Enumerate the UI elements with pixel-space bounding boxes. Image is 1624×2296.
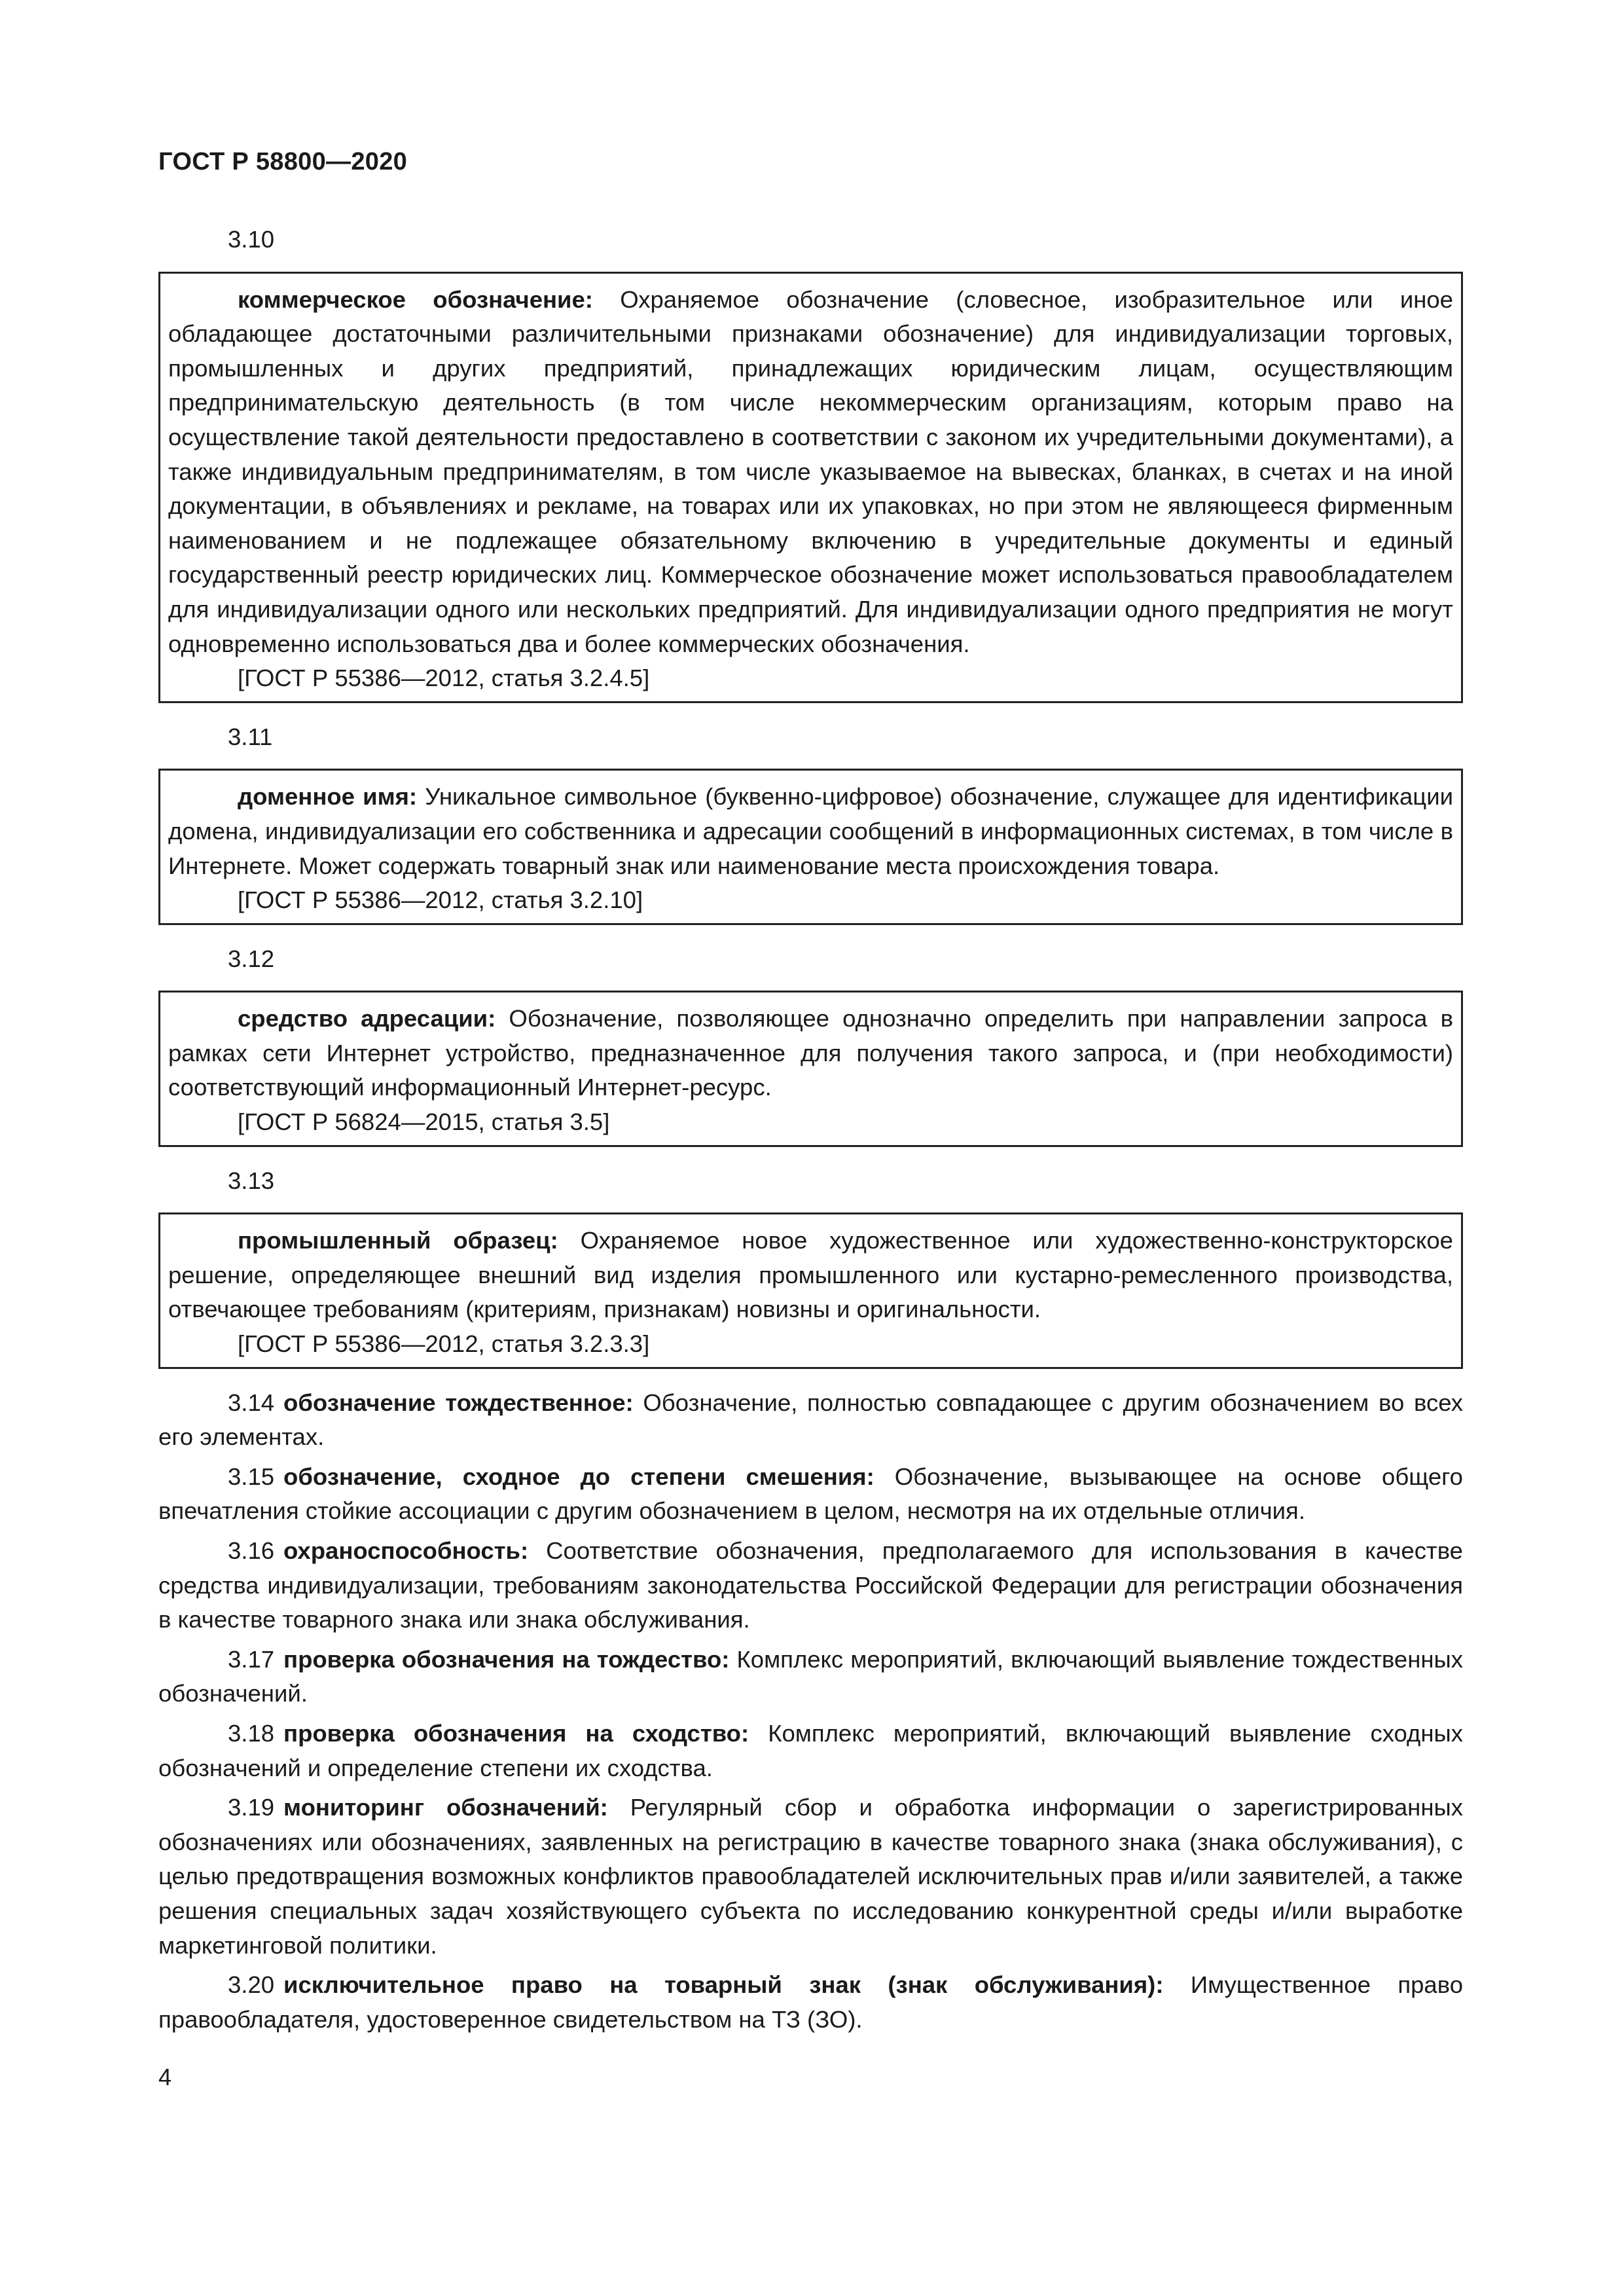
term-entry — [158, 1791, 1463, 1963]
term-definition — [158, 1386, 1463, 1455]
term-number: 3.18 — [228, 1719, 275, 1747]
term-entry — [158, 1968, 1463, 2037]
term-definition — [168, 1224, 1453, 1327]
term-title: проверка обозначения на тождество: — [283, 1645, 730, 1673]
term-title: исключительное право на товарный знак (знак обслуживания): — [283, 1971, 1164, 1999]
term-definition — [158, 1717, 1463, 1785]
definition-text: Уникальное символьное (буквенно-цифровое) обозначение, служащее для идентификации домена, индивидуализации его собственника и адресации сообщений в информационных системах, в том числе в Интернете. Может содержать товарный знак или наименование места происхождения товара. — [168, 783, 1453, 879]
definition-text: Регулярный сбор и обработка информации о зарегистрированных обозначениях или обозначениях, заявленных на регистрацию в качестве товарного знака (знака обслуживания), с целью предотвращения возможных конфликтов правообладателей исключительных прав и/или заявителей, а также решения специальных задач хозяйствующего субъекта по исследованию конкурентной среды и/или выработке маркетинговой политики. — [158, 1794, 1463, 1959]
definition-text: Охраняемое новое художественное или художественно-конструкторское решение, определяющее внешний вид изделия промышленного или кустарно-ремесленного производства, отвечающее требованиям (критериям, признакам) новизны и оригинальности. — [168, 1227, 1453, 1323]
term-entry — [158, 1717, 1463, 1785]
term-title: коммерческое обозначение: — [238, 285, 593, 313]
term-number: 3.11 — [228, 723, 273, 750]
term-box — [158, 1212, 1463, 1368]
term-title: охраноспособность: — [283, 1537, 529, 1564]
term-source: [ГОСТ Р 56824—2015, статья 3.5] — [238, 1108, 610, 1136]
term-title: мониторинг обозначений: — [283, 1794, 608, 1821]
term-number: 3.16 — [228, 1537, 275, 1564]
term-source: [ГОСТ Р 55386—2012, статья 3.2.10] — [238, 886, 643, 914]
term-entry — [158, 1460, 1463, 1529]
term-number: 3.19 — [228, 1794, 275, 1821]
term-number: 3.10 — [228, 226, 275, 253]
definition-text: Соответствие обозначения, предполагаемого для использования в качестве средства индивидуализации, требованиям законодательства Российской Федерации для регистрации обозначения в качестве товарного знака или знака обслуживания. — [158, 1537, 1463, 1633]
term-number: 3.14 — [228, 1389, 275, 1416]
term-box — [158, 769, 1463, 924]
term-title: обозначение, сходное до степени смешения: — [283, 1463, 875, 1490]
term-source: [ГОСТ Р 55386—2012, статья 3.2.3.3] — [238, 1330, 650, 1358]
definition-text: Имущественное право правообладателя, удостоверенное свидетельством на ТЗ (ЗО). — [158, 1971, 1463, 2033]
term-source: [ГОСТ Р 55386—2012, статья 3.2.4.5] — [238, 665, 650, 692]
definition-text: Обозначение, полностью совпадающее с другим обозначением во всех его элементах. — [158, 1389, 1463, 1451]
term-entry — [158, 1534, 1463, 1637]
term-number: 3.15 — [228, 1463, 275, 1490]
term-title: проверка обозначения на сходство: — [283, 1719, 749, 1747]
definition-text: Охраняемое обозначение (словесное, изобразительное или иное обладающее достаточными различительными признаками обозначение) для индивидуализации торговых, промышленных и других предприятий, принадлежащих юридическим лицам, осуществляющим предпринимательскую деятельность (в том числе некоммерческим организациям, которым право на осуществление такой деятельности предоставлено в соответствии с законом их учредительными документами), а также индивидуальным предпринимателям, в том числе указываемое на вывесках, бланках, в счетах и на иной документации, в объявлениях и рекламе, на товарах или их упаковках, но при этом не являющееся фирменным наименованием и не подлежащее обязательному включению в учредительные документы и единый государственный реестр юридических лиц. Коммерческое обозначение может использоваться правообладателем для индивидуализации одного или нескольких предприятий. Для индивидуализации одного предприятия не могут одновременно использоваться два и более коммерческих обозначения. — [168, 285, 1453, 657]
terms-section — [158, 223, 1463, 2042]
term-definition — [158, 1791, 1463, 1963]
term-definition — [158, 1643, 1463, 1711]
term-number: 3.20 — [228, 1971, 275, 1999]
page-number: 4 — [158, 2064, 172, 2090]
term-title: промышленный образец: — [238, 1227, 558, 1254]
term-entry — [158, 1386, 1463, 1455]
document-header: ГОСТ Р 58800—2020 — [158, 148, 408, 175]
term-definition — [168, 1002, 1453, 1105]
term-box — [158, 272, 1463, 703]
term-number: 3.17 — [228, 1645, 275, 1673]
term-definition — [168, 780, 1453, 883]
term-definition — [158, 1968, 1463, 2037]
definition-text: Комплекс мероприятий, включающий выявление тождественных обозначений. — [158, 1645, 1463, 1707]
term-number: 3.13 — [228, 1167, 275, 1194]
term-title: доменное имя: — [238, 783, 418, 811]
term-title: обозначение тождественное: — [283, 1389, 634, 1416]
definition-text: Обозначение, вызывающее на основе общего впечатления стойкие ассоциации с другим обозначением в целом, несмотря на их отдельные отличия. — [158, 1463, 1463, 1525]
term-definition — [168, 283, 1453, 662]
term-entry — [158, 1643, 1463, 1711]
term-definition — [158, 1534, 1463, 1637]
term-number: 3.12 — [228, 945, 275, 972]
term-definition — [158, 1460, 1463, 1529]
term-title: средство адресации: — [238, 1005, 496, 1032]
definition-text: Комплекс мероприятий, включающий выявление сходных обозначений и определение степени их сходства. — [158, 1719, 1463, 1781]
definition-text: Обозначение, позволяющее однозначно определить при направлении запроса в рамках сети Интернет устройство, предназначенное для получения такого запроса, и (при необходимости) соответствующий информационный Интернет-ресурс. — [168, 1005, 1453, 1101]
term-box — [158, 991, 1463, 1146]
